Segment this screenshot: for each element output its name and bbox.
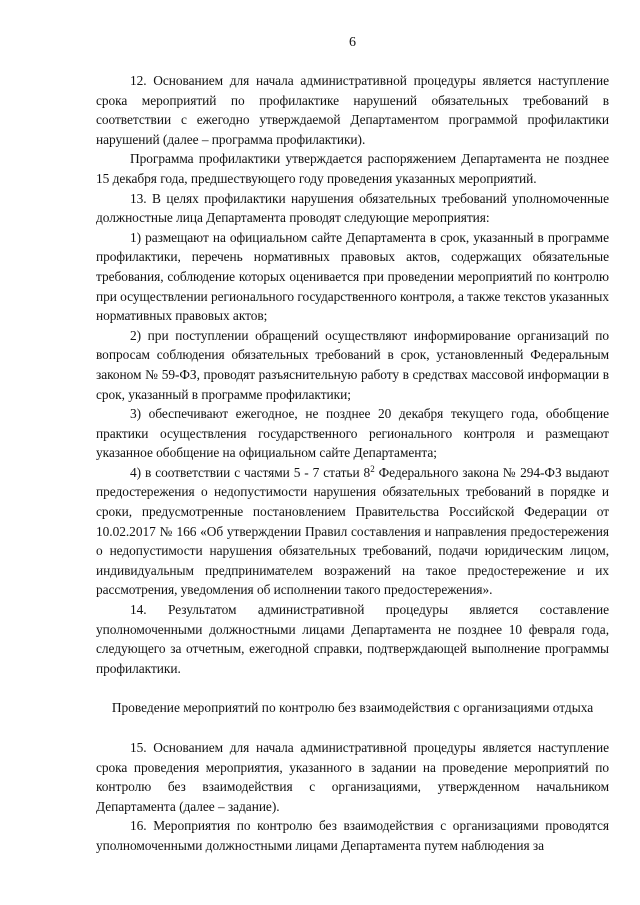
list-item-2: 2) при поступлении обращений осуществляют информирование организаций по вопросам соблюдения обязательных требований в срок, установленный Федеральным законом № 59-ФЗ, проводят разъяснительную работу в средствах массовой информации в срок, указанный в программе профилактики; <box>96 327 609 402</box>
list-item-1: 1) размещают на официальном сайте Департамента в срок, указанный в программе профилактики, перечень нормативных правовых актов, содержащих обязательные требования, соблюдение которых оценивается при проведении мероприятий по контролю при осуществлении регионального государственного контроля, а также текстов указанных нормативных правовых актов; <box>96 229 609 324</box>
paragraph-15: 15. Основанием для начала административной процедуры является наступление срока проведения мероприятия, указанного в задании на проведение мероприятий по контролю без взаимодействия с организациями, утвержденном начальником Департамента (далее – задание). <box>96 740 609 814</box>
list-item-4-text-start: 4) в соответствии с частями 5 - 7 статьи 8 <box>130 464 371 480</box>
paragraph-12: 12. Основанием для начала административной процедуры является наступление срока мероприятий по профилактике нарушений обязательных требований в соответствии с ежегодно утверждаемой Департаментом программой профилактики нарушений (далее – программа профилактики). <box>96 73 609 147</box>
list-item-4 <box>96 463 609 600</box>
paragraph-program-approval: Программа профилактики утверждается распоряжением Департамента не позднее 15 декабря года, предшествующего году проведения указанных мероприятий. <box>96 151 609 186</box>
paragraph-16: 16. Мероприятия по контролю без взаимодействия с организациями проводятся уполномоченными должностными лицами Департамента путем наблюдения за <box>96 818 609 853</box>
list-item-3: 3) обеспечивают ежегодное, не позднее 20 декабря текущего года, обобщение практики осуществления государственного регионального контроля и размещают указанное обобщение на официальном сайте Департамента; <box>96 406 609 461</box>
paragraph-14: 14. Результатом административной процедуры является составление уполномоченными должностными лицами Департамента не позднее 10 февраля года, следующего за отчетным, ежегодной справки, подтверждающей выполнение программы профилактики. <box>96 602 609 676</box>
article-superscript: 2 <box>370 463 375 474</box>
paragraph-13: 13. В целях профилактики нарушения обязательных требований уполномоченные должностные лица Департамента проводят следующие мероприятия: <box>96 190 609 226</box>
list-item-4-text-end: Федерального закона № 294-ФЗ выдают предостережения о недопустимости нарушения обязательных требований в порядке и сроки, предусмотренные постановлением Правительства Российской Федерации от 10.02.2017 № 166 «Об утверждении Правил составления и направления предостережения о недопустимости нарушения обязательных требований, подачи юридическим лицом, индивидуальным предпринимателем возражений на такое предостережение и их рассмотрения, уведомления об исполнении такого предостережения». <box>96 464 610 598</box>
section-heading: Проведение мероприятий по контролю без взаимодействия с организациями отдыха <box>111 700 594 716</box>
page-number: 6 <box>349 35 356 50</box>
